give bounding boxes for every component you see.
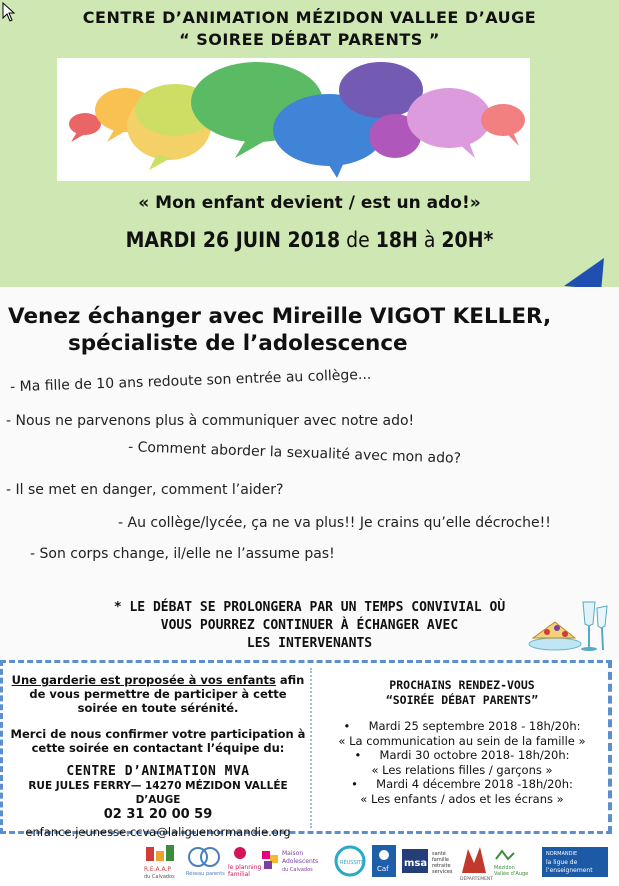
- parent-question-5: - Au collège/lycée, ça ne va plus!! Je crains qu’elle décroche!!: [118, 515, 551, 531]
- event-series-title: “ SOIREE DÉBAT PARENTS ”: [179, 30, 440, 49]
- maison-adolescents-logo: [262, 850, 318, 873]
- event-theme-quote: « Mon enfant devient / est un ado!»: [138, 193, 481, 213]
- parent-question-4: - Il se met en danger, comment l’aider?: [6, 482, 284, 498]
- childcare-details: afin de vous permettre de participer à cette soirée en toute sérénité.: [29, 673, 305, 715]
- svg-text:NORMANDIE: NORMANDIE: [546, 851, 578, 857]
- msa-logo: [402, 849, 453, 875]
- invite-speaker-role: spécialiste de l’adolescence: [68, 331, 408, 356]
- invite-speaker: Venez échanger avec Mireille VIGOT KELLER,: [8, 304, 552, 329]
- planning-familial-logo: [228, 847, 261, 878]
- caf-logo: [372, 845, 396, 877]
- svg-text:retraite: retraite: [432, 863, 451, 869]
- convivial-note-line-1: * LE DÉBAT SE PROLONGERA PAR UN TEMPS CONVIVIAL OÙ: [113, 600, 506, 615]
- mezidon-logo: [494, 851, 528, 877]
- svg-text:santé: santé: [432, 851, 446, 857]
- contact-centre-name: CENTRE D’ANIMATION MVA: [66, 764, 250, 779]
- event-topic: « Les enfants / ados et les écrans »: [360, 791, 564, 806]
- svg-text:du Calvados: du Calvados: [282, 867, 313, 873]
- childcare-highlight: Une garderie est proposée à vos enfants: [11, 673, 276, 687]
- upcoming-events: [312, 678, 612, 806]
- event-start-time: 18H: [375, 228, 418, 252]
- confirm-participation: Merci de nous confirmer votre participation à cette soirée en contactant l’équipe du:: [10, 727, 306, 755]
- childcare-text: [8, 673, 308, 715]
- svg-text:famille: famille: [432, 857, 449, 863]
- svg-text:Maison: Maison: [282, 850, 304, 857]
- event-date-time: [0, 228, 619, 252]
- speech-bubbles-illustration: [57, 58, 530, 181]
- departement-logo: [460, 847, 493, 882]
- svg-text:Vallée d’Auge: Vallée d’Auge: [494, 871, 529, 877]
- event-date: MARDI 26 JUIN 2018: [125, 228, 341, 252]
- svg-text:DÉPARTEMENT: DÉPARTEMENT: [460, 877, 494, 882]
- childcare-and-contact: [8, 673, 308, 839]
- svg-text:RÉUSSITE: RÉUSSITE: [340, 860, 365, 866]
- event-organizer-title: CENTRE D’ANIMATION MÉZIDON VALLEE D’AUGE: [82, 8, 537, 27]
- svg-text:Mézidon: Mézidon: [494, 865, 515, 871]
- contact-phone: 02 31 20 00 59: [103, 807, 213, 822]
- svg-text:Adolescents: Adolescents: [282, 858, 319, 865]
- ligue-enseignement-logo: [542, 847, 608, 877]
- event-topic: « Les relations filles / garçons »: [371, 762, 553, 777]
- parent-question-1: - Ma fille de 10 ans redoute son entrée au collège...: [9, 366, 372, 396]
- event-date: • Mardi 25 septembre 2018 - 18h/20h:: [343, 719, 581, 733]
- svg-text:services: services: [432, 869, 453, 875]
- svg-text:Réseau parents: Réseau parents: [186, 871, 225, 877]
- event-topic: « La communication au sein de la famille »: [338, 733, 586, 748]
- event-date: • Mardi 4 décembre 2018 -18h/20h:: [351, 777, 573, 791]
- svg-text:familial: familial: [228, 871, 250, 878]
- upcoming-title: PROCHAINS RENDEZ-VOUS: [389, 678, 535, 692]
- parent-question-3: - Comment aborder la sexualité avec mon ado?: [127, 439, 462, 467]
- reaap-logo: [144, 845, 175, 880]
- convivial-note-line-2: VOUS POURREZ CONTINUER À ÉCHANGER AVEC: [160, 618, 459, 633]
- cake-and-glasses-icon: [525, 598, 610, 654]
- convivial-note-line-3: LES INTERVENANTS: [246, 636, 373, 651]
- date-connector-a: à: [417, 228, 442, 252]
- svg-text:le planning: le planning: [228, 864, 262, 871]
- svg-text:R.E.A.A.P: R.E.A.A.P: [144, 866, 171, 873]
- event-end-time: 20H*: [441, 228, 494, 252]
- date-connector-de: de: [340, 228, 376, 252]
- upcoming-series: “SOIRÉE DÉBAT PARENTS”: [385, 692, 539, 707]
- contact-address: RUE JULES FERRY— 14270 MÉZIDON VALLÉE D’AUGE: [28, 780, 288, 806]
- event-item: [312, 719, 612, 748]
- contact-email[interactable]: enfance.jeunesse.ccva@laliguenormandie.org: [25, 825, 291, 839]
- event-item: [312, 777, 612, 806]
- svg-text:du Calvados: du Calvados: [144, 874, 175, 880]
- event-date: • Mardi 30 octobre 2018- 18h/20h:: [354, 748, 570, 762]
- parent-question-2: - Nous ne parvenons plus à communiquer avec notre ado!: [6, 413, 415, 429]
- svg-text:l’enseignement: l’enseignement: [546, 867, 593, 874]
- svg-text:Caf: Caf: [377, 865, 389, 873]
- svg-text:la ligue de: la ligue de: [546, 859, 578, 866]
- parent-question-6: - Son corps change, il/elle ne l’assume pas!: [30, 546, 335, 562]
- reseau-logo: [186, 848, 225, 877]
- event-item: [312, 748, 612, 777]
- reussite-accueil-logo: [336, 847, 364, 875]
- svg-text:msa: msa: [404, 858, 428, 869]
- partner-logos: [140, 843, 615, 883]
